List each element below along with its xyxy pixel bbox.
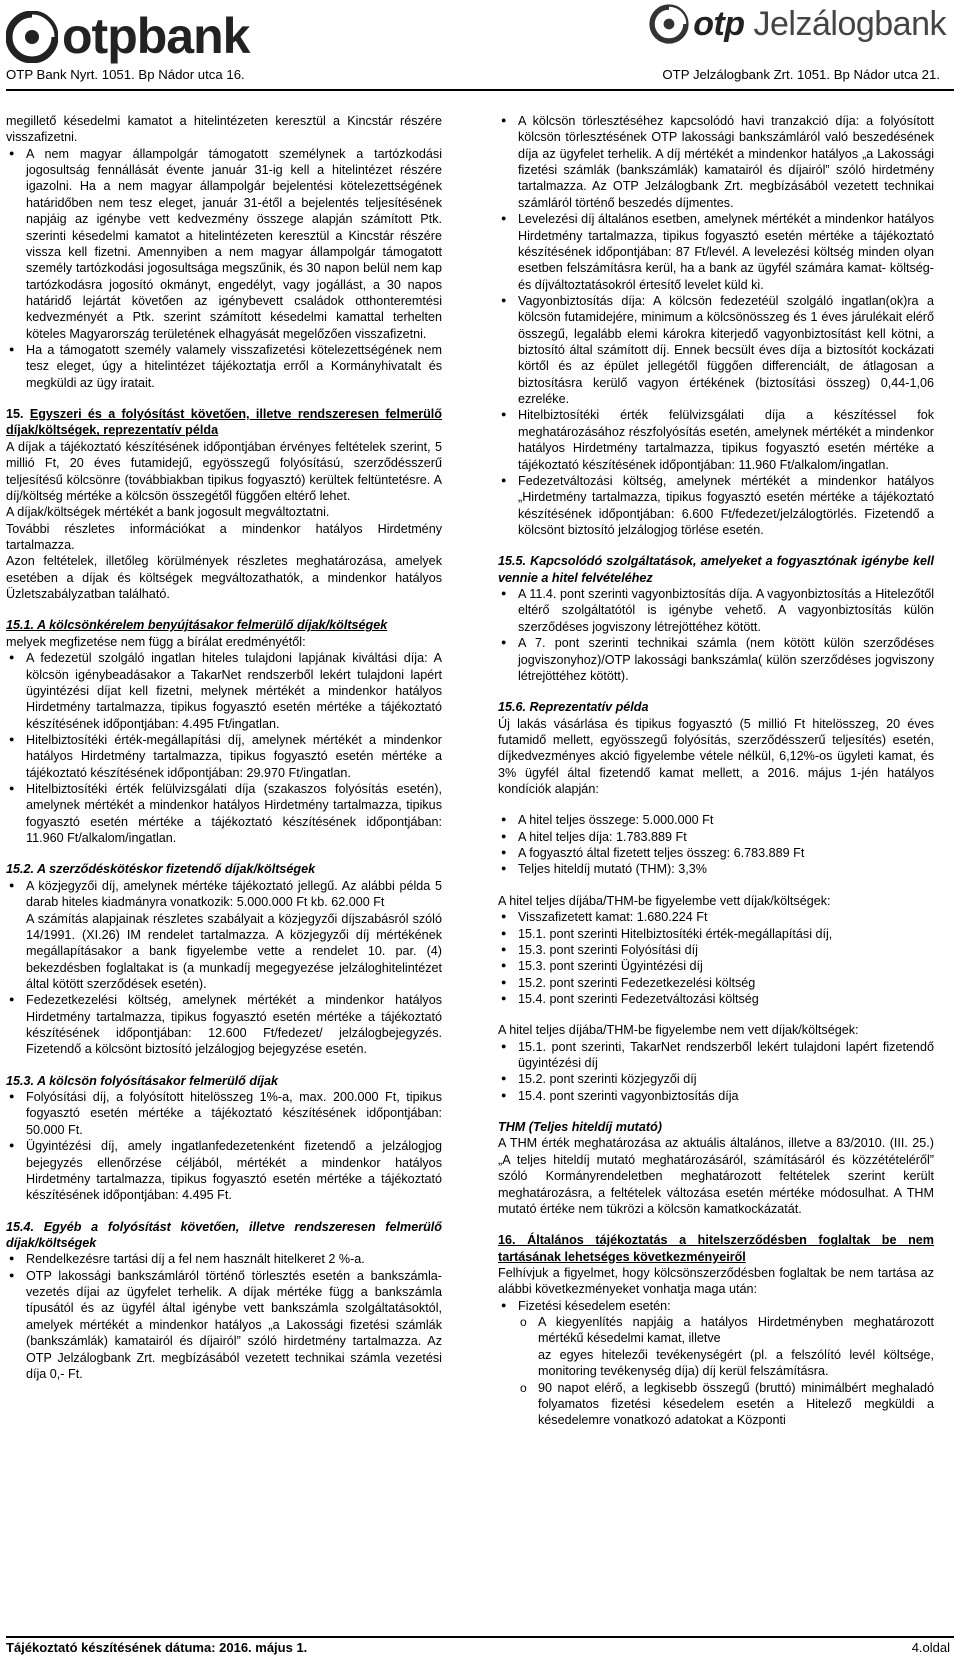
bullet-list bbox=[6, 1251, 442, 1382]
paragraph: Új lakás vásárlása és tipikus fogyasztó (5 millió Ft hitelösszeg, 20 éves futamidő mellett, egyösszegű folyósítás, szerződésszerű teljesítés) esetén, díjkedvezményes akció figyelembe vétele nélkül, 6,12%-os ügyleti kamat, és 3% ügyfél által fizetendő kamat mellett, a 2016. május 1-jén hatályos kondíciók alapján: bbox=[498, 716, 934, 797]
list-item: ● A közjegyzői díj, amelynek mértéke tájékoztató jellegű. Az alábbi példa 5 darab hiteles kiadmányra vonatkozik: 5.000.000 Ft kb. 62.000 Ft A számítás alapjainak részletes szabályait a közjegyzői díjszabásról szóló 14/1991. (XI.26) IM rendelet tartalmazza. A közjegyzői díj mértékének megállapításakor a bank figyelembe vette a rendelet 10. par. (4) bekezdésben foglaltakat is (a munkadíj megegyezése jelzáloghitelintézet által kötött szerződések esetén). bbox=[6, 878, 442, 993]
bullet-list bbox=[6, 878, 442, 1058]
header-divider bbox=[6, 89, 954, 91]
list-item: ● A fogyasztó által fizetett teljes összeg: 6.783.889 Ft bbox=[498, 845, 934, 861]
list-item: ● Ha a támogatott személy valamely visszafizetési kötelezettségének nem tesz eleget, úgy a hitelintézet tájékoztatja erről a Kormányhivatalt és megküldi az ügy iratait. bbox=[6, 342, 442, 391]
example-list bbox=[498, 812, 934, 877]
list-item: ● Hitelbiztosítéki érték felülvizsgálati díja a készítéssel fok meghatározásához részfolyósítás esetén, amelynek mértékét a mindenkor hatályos Hirdetmény tartalmazza, tipikus fogyasztó esetén mértéke a tájékoztató készítésének időpontjában: 11.960 Ft/alkalom/ingatlan. bbox=[498, 407, 934, 472]
list-item: ● A hitel teljes összege: 5.000.000 Ft bbox=[498, 812, 934, 828]
otpbank-logo-text: otpbank bbox=[62, 8, 250, 64]
list-item: ● 15.3. pont szerinti Ügyintézési díj bbox=[498, 958, 934, 974]
list-item: ● Rendelkezésre tartási díj a fel nem használt hitelkeret 2 %-a. bbox=[6, 1251, 442, 1267]
list-item: ● 15.2. pont szerinti közjegyzői díj bbox=[498, 1071, 934, 1087]
paragraph: A díjak a tájékoztató készítésének időpontjában érvényes feltételek szerint, 5 millió Ft, 20 éves futamidejű, egyösszegű folyósítású, szerződésszerű teljesítésű kölcsönre (továbbiakban tipikus fogyasztó) kerültek feltüntetésre. A díj/költség mértéke a kölcsön összegétől függően eltérő lehet. bbox=[6, 439, 442, 503]
bullet-list bbox=[498, 586, 934, 684]
list-item: ● 15.4. pont szerinti Fedezetváltozási költség bbox=[498, 991, 934, 1007]
left-column bbox=[6, 113, 442, 1382]
page-header bbox=[0, 0, 960, 88]
list-item: ● Levelezési díj általános esetben, amelynek mértékét a mindenkor hatályos Hirdetmény tartalmazza, tipikus fogyasztó esetén mértéke a tájékoztató készítésének időpontjában: 87 Ft/levél. A levelezési költség minden olyan esetben felszámításra kerül, ha a bank az ügyfél számára kamat- költség- és díjváltoztatásokról értesítő levelet küld ki. bbox=[498, 211, 934, 293]
paragraph: melyek megfizetése nem függ a bírálat eredményétől: bbox=[6, 634, 306, 649]
bullet-list bbox=[6, 146, 442, 391]
right-column bbox=[498, 113, 934, 1429]
footer-date: Tájékoztató készítésének dátuma: 2016. május 1. bbox=[6, 1640, 308, 1655]
section-15-6-title: 15.6. Reprezentatív példa bbox=[498, 700, 649, 715]
paragraph: Felhívjuk a figyelmet, hogy kölcsönszerződésben foglaltak be nem tartása az alábbi következményeket vonhatja maga után: bbox=[498, 1266, 934, 1297]
thm-title: THM (Teljes hiteldíj mutató) bbox=[498, 1120, 662, 1135]
section-15-5-title: 15.5. Kapcsolódó szolgáltatások, amelyeket a fogyasztónak igénybe kell vennie a hitel felvételéhez bbox=[498, 554, 934, 585]
paragraph: A THM érték meghatározása az aktuális általános, illetve a 83/2010. (III. 25.) „A teljes hiteldíj mutató meghatározásáról, számításáról és közzétételéről” szóló Kormányrendeletben meghatározott feltételek szerint került meghatározásra, a feltételek változása esetén mértéke módosulhat. A THM mutató értéke nem tükrözi a kölcsön kamatkockázatát. bbox=[498, 1136, 934, 1216]
paragraph: A hitel teljes díjába/THM-be figyelembe nem vett díjak/költségek: bbox=[498, 1023, 859, 1038]
list-item: ● A kölcsön törlesztéséhez kapcsolódó havi tranzakció díja: a folyósított kölcsön törlesztésének OTP lakossági bankszámláról való beszedésének díja az ügyfelet terhelik. A díj mértékét a mindenkor hatályos „a Lakossági fizetési számlák (bankszámlák) kamatairól és díjairól” szóló hirdetmény tartalmazza. Az OTP Jelzálogbank Zrt. megbízásából vezetett technikai számláról történő beszedés díjmentes. bbox=[498, 113, 934, 211]
excluded-fees-list bbox=[498, 1039, 934, 1104]
list-item: ● 15.2. pont szerinti Fedezetkezelési költség bbox=[498, 975, 934, 991]
list-item: o A kiegyenlítés napjáig a hatályos Hirdetményben meghatározott mértékű késedelmi kamat, illetve az egyes hitelezői tevékenységért (pl. a felszólító levél költsége, monitoring tevékenység díja) díj kerül felszámításra. bbox=[498, 1314, 934, 1379]
list-item: ● Ügyintézési díj, amely ingatlanfedezetenként fizetendő a jelzálogjog bejegyzés ellenőrzése céljából, mértékét a mindenkor hatályos Hirdetmény tartalmazza, tipikus fogyasztó esetén mértéke a tájékoztató készítésének időpontjában: 4.495 Ft. bbox=[6, 1138, 442, 1203]
list-item: ● Teljes hiteldíj mutató (THM): 3,3% bbox=[498, 861, 934, 877]
list-item: ● Visszafizetett kamat: 1.680.224 Ft bbox=[498, 909, 934, 925]
list-item: ● 15.1. pont szerinti Hitelbiztosítéki érték-megállapítási díj, bbox=[498, 926, 934, 942]
bullet-list bbox=[6, 650, 442, 846]
otp-logo-icon bbox=[649, 4, 689, 44]
list-item: ● Fizetési késedelem esetén: bbox=[498, 1298, 934, 1314]
bullet-list bbox=[498, 1298, 934, 1429]
list-item: ● A hitel teljes díja: 1.783.889 Ft bbox=[498, 829, 934, 845]
list-item: ● Fedezetkezelési költség, amelynek mértékét a mindenkor hatályos Hirdetmény tartalmazza, tipikus fogyasztó esetén mértéke a tájékoztató készítésének időpontjában: 12.600 Ft/fedezet/ jelzálogbejegyzés. Fizetendő a kölcsönt biztosító jelzálogjog bejegyzése esetén. bbox=[6, 992, 442, 1057]
list-item: ● A nem magyar állampolgár támogatott személynek a tartózkodási jogosultság fennállását évente január 31-ig kell a hitelintézet részére igazolni. Ha a nem magyar állampolgár bejelentési kötelezettségének határidőben nem tesz eleget, január 31-étől a bejelentés teljesítésének napjáig az igénybe vett kedvezmény összege alapján számított Ptk. szerinti késedelmi kamatot a hitelintézeten keresztül a Kincstár részére vissza kell fizetni. Amennyiben a nem magyar állampolgár támogatott személy tartózkodási jogosultsága megszűnik, és 30 napon belül nem kap tartózkodásra jogosító okmányt, engedélyt, vagy jogállást, a 30 napos határidő lejártát követően az igénybevett családok otthonteremtési kedvezményét a Ptk. szerint számított késedelmi kamattal terhelten köteles Magyarország területének elhagyását megelőzően visszafizetni. bbox=[6, 146, 442, 342]
list-item: ● 15.4. pont szerinti vagyonbiztosítás díja bbox=[498, 1088, 934, 1104]
otpbank-address: OTP Bank Nyrt. 1051. Bp Nádor utca 16. bbox=[6, 67, 245, 82]
section-15-1-title: 15.1. A kölcsönkérelem benyújtásakor felmerülő díjak/költségek bbox=[6, 618, 388, 633]
list-item: ● Hitelbiztosítéki érték-megállapítási díj, amelynek mértékét a mindenkor hatályos Hirdetmény tartalmazza, tipikus fogyasztó esetén mértéke a tájékoztató készítésének időpontjában: 29.970 Ft/ingatlan. bbox=[6, 732, 442, 781]
page-number: 4.oldal bbox=[911, 1640, 950, 1655]
otp-logo-icon bbox=[6, 11, 58, 63]
list-item: ● 15.3. pont szerinti Folyósítási díj bbox=[498, 942, 934, 958]
jelzalogbank-logo-text: otp Jelzálogbank bbox=[693, 5, 946, 43]
footer-divider bbox=[6, 1636, 954, 1638]
list-item: ● Hitelbiztosítéki érték felülvizsgálati díja (szakaszos folyósítás esetén), amelynek mértékét a mindenkor hatályos Hirdetmény tartalmazza, tipikus fogyasztó esetén mértéke a tájékoztató készítésének időpontjában: 11.960 Ft/alkalom/ingatlan. bbox=[6, 781, 442, 846]
list-item: ● A 7. pont szerinti technikai számla (nem kötött külön szerződéses jogviszonyhoz)/OTP lakossági bankszámla( külön szerződéses jogviszony létrejöttéhez kötött). bbox=[498, 635, 934, 684]
otp-jelzalogbank-logo bbox=[649, 2, 946, 46]
paragraph: A díjak/költségek mértékét a bank jogosult megváltoztatni. bbox=[6, 505, 330, 520]
paragraph: Azon feltételek, illetőleg körülmények részletes meghatározása, amelyek esetében a díjak és költségek megváltozathatók, a mindenkor hatályos Üzletszabályzatban található. bbox=[6, 554, 442, 602]
list-item: ● A 11.4. pont szerinti vagyonbiztosítás díja. A vagyonbiztosítás a Hitelezőtől eltérő szolgáltatótól is igénybe vehető. A vagyonbiztosítás külön szerződéses jogviszony létrejöttéhez kötött. bbox=[498, 586, 934, 635]
jelzalogbank-address: OTP Jelzálogbank Zrt. 1051. Bp Nádor utca 21. bbox=[662, 67, 940, 82]
section-15-4-title: 15.4. Egyéb a folyósítást követően, illetve rendszeresen felmerülő díjak/költségek bbox=[6, 1219, 442, 1250]
bullet-list bbox=[6, 1089, 442, 1204]
list-item: ● OTP lakossági bankszámláról történő törlesztés esetén a bankszámla-vezetés díjai az ügyfelet terhelik. A díjak mértéke függ a bankszámla típusától és az ügyfél által igénybe vett bankszámla szolgáltatásoktól, amelyek mértékét a mindenkor hatályos „a Lakossági fizetési számlák (bankszámlák) kamatairól és díjairól” szóló hirdetmény tartalmazza. Az OTP Jelzálogbank Zrt. megbízásából vezetett technikai számla vezetési díja 0,- Ft. bbox=[6, 1268, 442, 1383]
otpbank-logo bbox=[6, 4, 249, 69]
bullet-list bbox=[498, 113, 934, 538]
paragraph: A hitel teljes díjába/THM-be figyelembe vett díjak/költségek: bbox=[498, 893, 831, 908]
list-item: ● A fedezetül szolgáló ingatlan hiteles tulajdoni lapjának kiváltási díja: A kölcsön igénybeadásakor a TakarNet rendszerből lekért tulajdoni lapért ügyintézési díjat kell fizetni, melynek mértékét a mindenkor hatályos Hirdetmény tartalmazza, tipikus fogyasztó esetén mértéke a tájékoztató készítésének időpontjában: 4.495 Ft/ingatlan. bbox=[6, 650, 442, 732]
list-item: ● Folyósítási díj, a folyósított hitelösszeg 1%-a, max. 200.000 Ft, tipikus fogyasztó esetén mértéke a tájékoztató készítésének időpontjában: 50.000 Ft. bbox=[6, 1089, 442, 1138]
paragraph: megillető késedelmi kamatot a hitelintézeten keresztül a Kincstár részére visszafizetni. bbox=[6, 114, 442, 145]
list-item: ● 15.1. pont szerinti, TakarNet rendszerből lekért tulajdoni lapért fizetendő ügyintézési díj bbox=[498, 1039, 934, 1072]
paragraph: További részletes információkat a mindenkor hatályos Hirdetmény tartalmazza. bbox=[6, 521, 442, 552]
list-item: ● Fedezetváltozási költség, amelynek mértékét a mindenkor hatályos „Hirdetmény tartalmazza, tipikus fogyasztó esetén mértéke a tájékoztató készítésének időpontjában: 6.600 Ft/fedezet/jelzálogtörlés. Fizetendő a kölcsönt biztosító jelzálogjog törlése esetén. bbox=[498, 473, 934, 538]
list-item: o 90 napot elérő, a legkisebb összegű (bruttó) minimálbért meghaladó folyamatos fizetési késedelem esetén a Hitelező megküldi a késedelemre vonatkozó adatokat a Központi bbox=[498, 1380, 934, 1429]
section-15-2-title: 15.2. A szerződéskötéskor fizetendő díjak/költségek bbox=[6, 862, 316, 877]
included-fees-list bbox=[498, 909, 934, 1007]
section-16-title: 16. Általános tájékoztatás a hitelszerződésben foglaltak be nem tartásának lehetséges következményeiről bbox=[498, 1233, 934, 1264]
section-15-3-title: 15.3. A kölcsön folyósításakor felmerülő díjak bbox=[6, 1073, 279, 1088]
section-15-title: 15. Egyszeri és a folyósítást követően, illetve rendszeresen felmerülő díjak/költségek, reprezentatív példa bbox=[6, 407, 442, 438]
list-item: ● Vagyonbiztosítás díja: A kölcsön fedezetéül szolgáló ingatlan(ok)ra a kölcsön futamidejére, minimum a kölcsönösszeg és 1 éves járulékait elérő összegű, legalább elemi károkra kiterjedő vagyonbiztosítást kell kötni, a biztosító által számított díj. Ennek becsült éves díja a biztosítót kockázati körtől és az épület jellegétől függően differenciált, de átlagosan a biztosításra kerülő vagyon értékének (biztosítási összeg) 0,44-1,06 ezreléke. bbox=[498, 293, 934, 408]
